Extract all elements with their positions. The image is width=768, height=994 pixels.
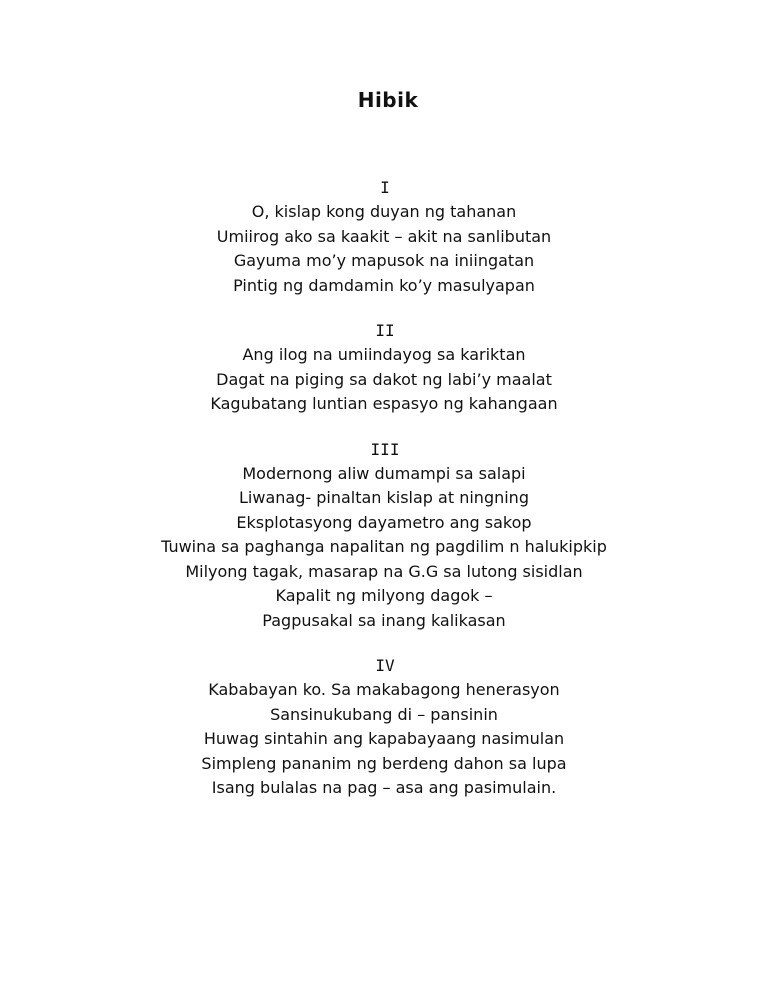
poem-line: Huwag sintahin ang kapabayaang nasimulan [203,729,565,748]
poem-line: Ang ilog na umiindayog sa kariktan [242,345,526,364]
poem-line: Umiirog ako sa kaakit – akit na sanlibutan [216,226,552,246]
poem-line: Sansinukubang di – pansinin [270,704,498,724]
stanza-4 [0,654,768,801]
poem-line: Pagpusakal sa inang kalikasan [262,610,506,630]
poem-line: Pintig ng damdamin ko’y masulyapan [233,275,535,295]
poem-line: Tuwina sa paghanga napalitan ng pagdilim n halukipkip [161,537,607,556]
poem-line: Liwanag- pinaltan kislap at ningning [239,488,529,507]
poem-body [0,176,768,822]
poem-line: Simpleng pananim ng berdeng dahon sa lupa [201,753,567,773]
stanza-number: III [370,439,400,459]
stanza-2 [0,319,768,417]
poem-line: Kagubatang luntian espasyo ng kahangaan [210,394,558,413]
poem-line: Modernong aliw dumampi sa salapi [242,463,526,483]
poem-line: Isang bulalas na pag – asa ang pasimulain. [211,778,557,797]
poem-line: Eksplotasyong dayametro ang sakop [236,512,532,532]
poem-line: Kapalit ng milyong dagok – [275,586,493,605]
stanza-number: IV [375,656,395,675]
poem-title: Hibik [357,88,419,112]
stanza-number: I [380,178,390,197]
stanza-number: II [375,321,395,340]
poem-line: Kababayan ko. Sa makabagong henerasyon [208,680,560,699]
poem-line: Gayuma mo’y mapusok na iniingatan [233,251,535,270]
stanza-3 [0,438,768,634]
poem-line: Milyong tagak, masarap na G.G sa lutong sisidlan [185,561,583,581]
poem-line: Dagat na piging sa dakot ng labi’y maalat [216,369,552,389]
poem-line: O, kislap kong duyan ng tahanan [251,202,517,221]
stanza-1 [0,176,768,298]
